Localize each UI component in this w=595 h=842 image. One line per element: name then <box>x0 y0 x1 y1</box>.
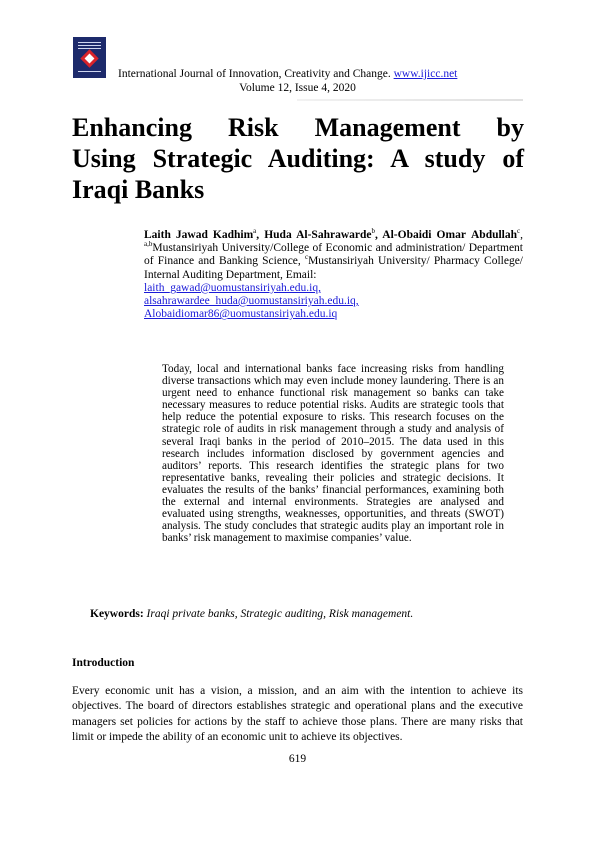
affiliation-superscript: a,b <box>144 240 153 249</box>
page-number: 619 <box>288 753 307 765</box>
volume-issue: Volume 12, Issue 4, 2020 <box>239 82 356 94</box>
affiliation-superscript: c <box>304 253 309 262</box>
keywords <box>90 608 413 620</box>
author-superscript: b <box>371 227 375 235</box>
logo-line <box>78 45 101 46</box>
logo-line <box>78 42 101 43</box>
author-name: Abdullah <box>471 229 518 241</box>
author-name: Al-Obaidi Omar <box>382 229 466 241</box>
email-link[interactable]: Alobaidiomar86@uomustansiriyah.edu.iq <box>144 308 338 321</box>
email-link[interactable]: laith_gawad@uomustansiriyah.edu.iq, <box>144 281 321 294</box>
title-line: Enhancing Risk Management by <box>72 113 524 142</box>
author-block: Laith Jawad Kadhim$^a$, Huda Al-Sahrawarde$^b$, Al-Obaidi Omar Abdullah$^c$, $^{a,b}$Mustansiriyah University/College of Economic and administration/ Department of Finance and Banking Science, $^c$Mustansiriyah University/ Pharmacy College/ Internal Auditing Department, Email: laith_gawad@uomustansiriyah.edu.iq, alsahrawardee_huda@uomustansiriyah.edu.iq, Alobaidiomar86@uomustansiriyah.edu.iq <box>144 227 524 321</box>
author-name: Laith Jawad Kadhim <box>144 229 254 241</box>
journal-name: International Journal of Innovation, Creativity and Change. <box>118 68 391 80</box>
email-link[interactable]: alsahrawardee_huda@uomustansiriyah.edu.iq, <box>144 295 359 308</box>
author-name: Huda Al-Sahrawarde <box>264 229 372 241</box>
journal-header <box>118 68 457 80</box>
keywords-label: Keywords: <box>90 608 144 620</box>
introduction-paragraph: Every economic unit has a vision, a mission, and an aim with the intention to achieve its objectives. The board of directors establishes strategic and operational plans and the executive managers set policies for actions by the staff to achieve those plans. There are many risks that limit or impede the ability of an economic unit to achieve its objectives. <box>72 685 523 744</box>
abstract: Today, local and international banks face increasing risks from handling diverse transactions which may even include money laundering. There is an urgent need to enhance functional risk management so banks can take necessary measures to reduce potential risks. Audits are strategic tools that help reduce the potential exposure to risks. This research focuses on the strategic role of audits in risk management through a study and analysis of several Iraqi banks in the period of 2010–2015. The data used in this research includes information disclosed by government agencies and auditors’ reports. This research identifies the strategic plans for two representative banks, revealing their policies and strategic decisions. It evaluates the results of the banks’ financial performances, examining both the external and internal environments. Strategies are analysed and evaluated using strengths, weaknesses, opportunities, and threats (SWOT) analysis. The study concludes that strategic audits play an important role in banks’ risk management to maximise companies’ value. <box>162 363 504 545</box>
logo-line <box>78 71 101 72</box>
journal-url-link[interactable]: www.ijicc.net <box>393 68 458 80</box>
author-superscript: a <box>253 227 257 235</box>
title-line: Using Strategic Auditing: A study of <box>72 144 524 173</box>
affiliation-text: Mustansiriyah University/College of Economic and administration/ Department of Finance and Banking Science, <box>144 242 523 268</box>
keywords-value: Iraqi private banks, Strategic auditing, Risk management. <box>146 608 414 620</box>
journal-logo <box>73 37 106 78</box>
section-heading: Introduction <box>72 657 135 669</box>
paper-title <box>72 112 524 205</box>
header-rule <box>297 99 523 101</box>
affiliation-text: Mustansiriyah University/ Pharmacy College/ Internal Auditing Department, Email: <box>144 255 523 281</box>
title-line: Iraqi Banks <box>72 175 205 204</box>
author-superscript: c <box>517 227 521 235</box>
